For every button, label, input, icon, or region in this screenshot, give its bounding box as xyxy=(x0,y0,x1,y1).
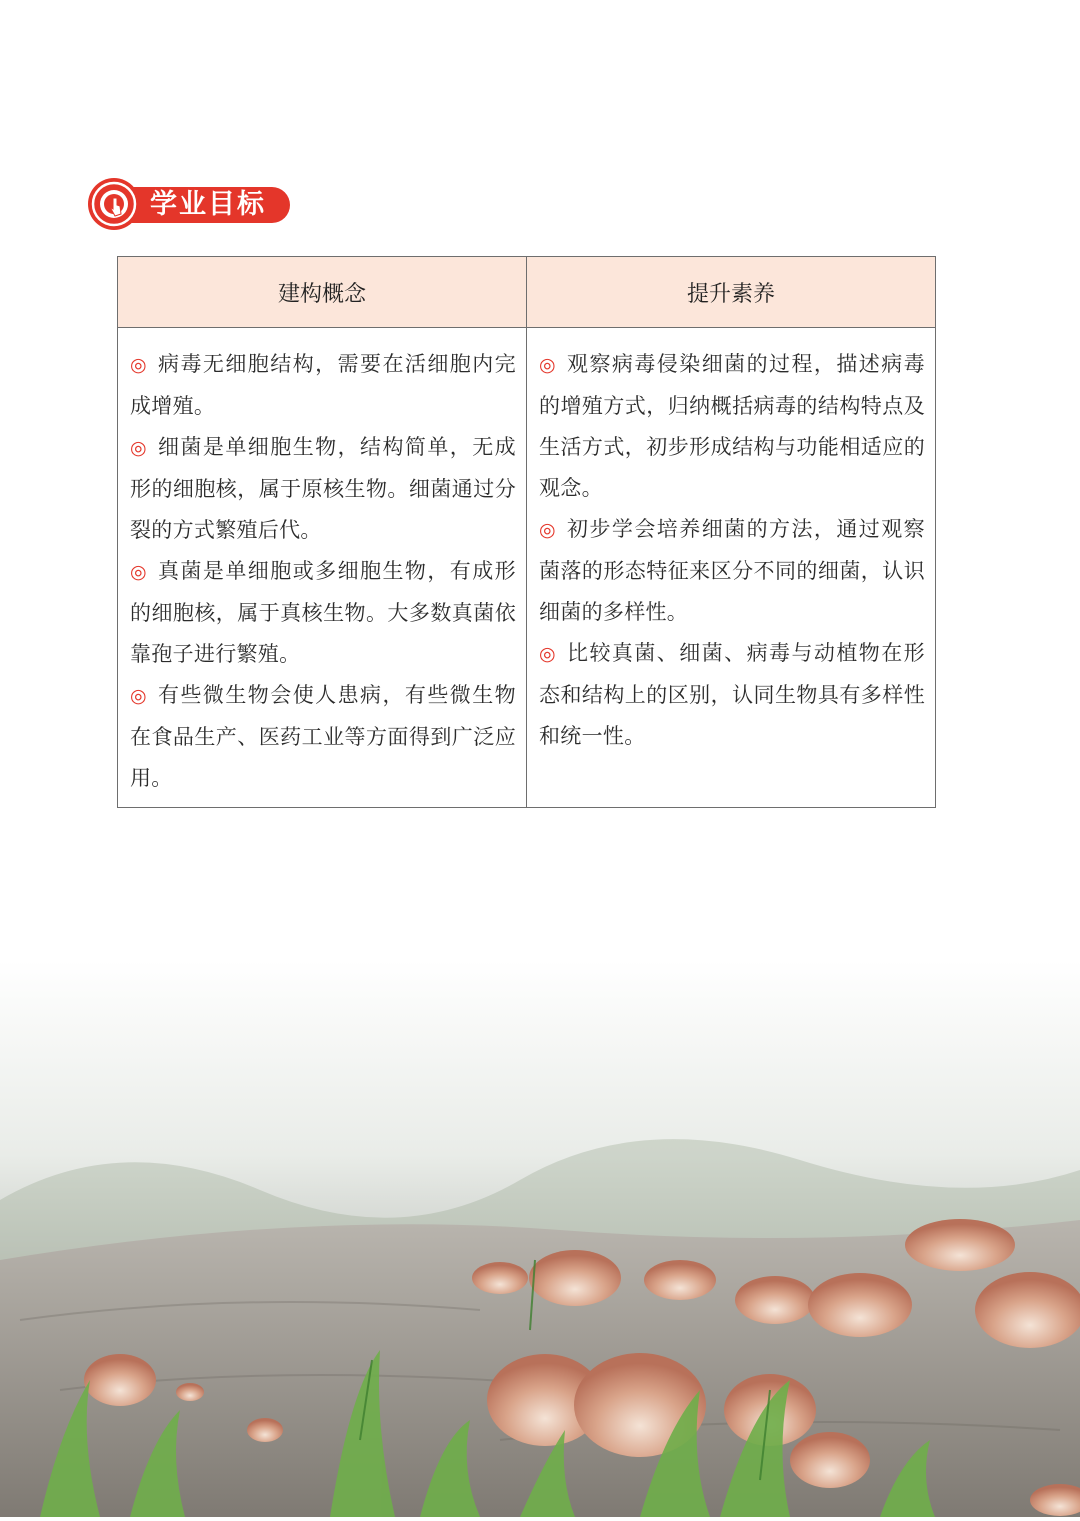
item-text: 观察病毒侵染细菌的过程，描述病毒的增殖方式，归纳概括病毒的结构特点及生活方式，初步形成结构与功能相适应的观念。 xyxy=(539,352,925,500)
bullet-icon: ◎ xyxy=(130,354,149,376)
section-title: 学业目标 xyxy=(150,189,266,220)
fungi-scene-image xyxy=(0,960,1080,1517)
target-touch-icon xyxy=(88,178,140,230)
item-text: 初步学会培养细菌的方法，通过观察菌落的形态特征来区分不同的细菌，认识细菌的多样性。 xyxy=(539,517,925,624)
column-heading-concepts: 建构概念 xyxy=(118,257,527,327)
bullet-icon: ◎ xyxy=(539,354,558,376)
item-text: 真菌是单细胞或多细胞生物，有成形的细胞核，属于真核生物。大多数真菌依靠孢子进行繁殖。 xyxy=(130,559,516,666)
section-badge xyxy=(88,178,292,230)
list-item xyxy=(130,551,516,675)
bullet-icon: ◎ xyxy=(539,643,558,665)
bullet-icon: ◎ xyxy=(539,519,558,541)
column-heading-literacy: 提升素养 xyxy=(686,281,775,307)
item-text: 比较真菌、细菌、病毒与动植物在形态和结构上的区别，认同生物具有多样性和统一性。 xyxy=(539,641,925,748)
list-item xyxy=(130,344,516,427)
bullet-icon: ◎ xyxy=(130,685,149,707)
table-header-row xyxy=(118,257,935,328)
goals-table xyxy=(117,256,936,808)
concepts-column xyxy=(118,328,527,807)
item-text: 有些微生物会使人患病，有些微生物在食品生产、医药工业等方面得到广泛应用。 xyxy=(130,683,516,790)
list-item xyxy=(539,344,925,509)
table-body-row xyxy=(118,328,935,807)
list-item xyxy=(539,633,925,757)
list-item xyxy=(130,675,516,799)
literacy-column xyxy=(527,328,935,807)
item-text: 细菌是单细胞生物，结构简单，无成形的细胞核，属于原核生物。细菌通过分裂的方式繁殖后代。 xyxy=(130,435,516,542)
item-text: 病毒无细胞结构，需要在活细胞内完成增殖。 xyxy=(130,352,516,418)
bullet-icon: ◎ xyxy=(130,561,149,583)
list-item xyxy=(130,427,516,551)
list-item xyxy=(539,509,925,633)
bullet-icon: ◎ xyxy=(130,437,149,459)
